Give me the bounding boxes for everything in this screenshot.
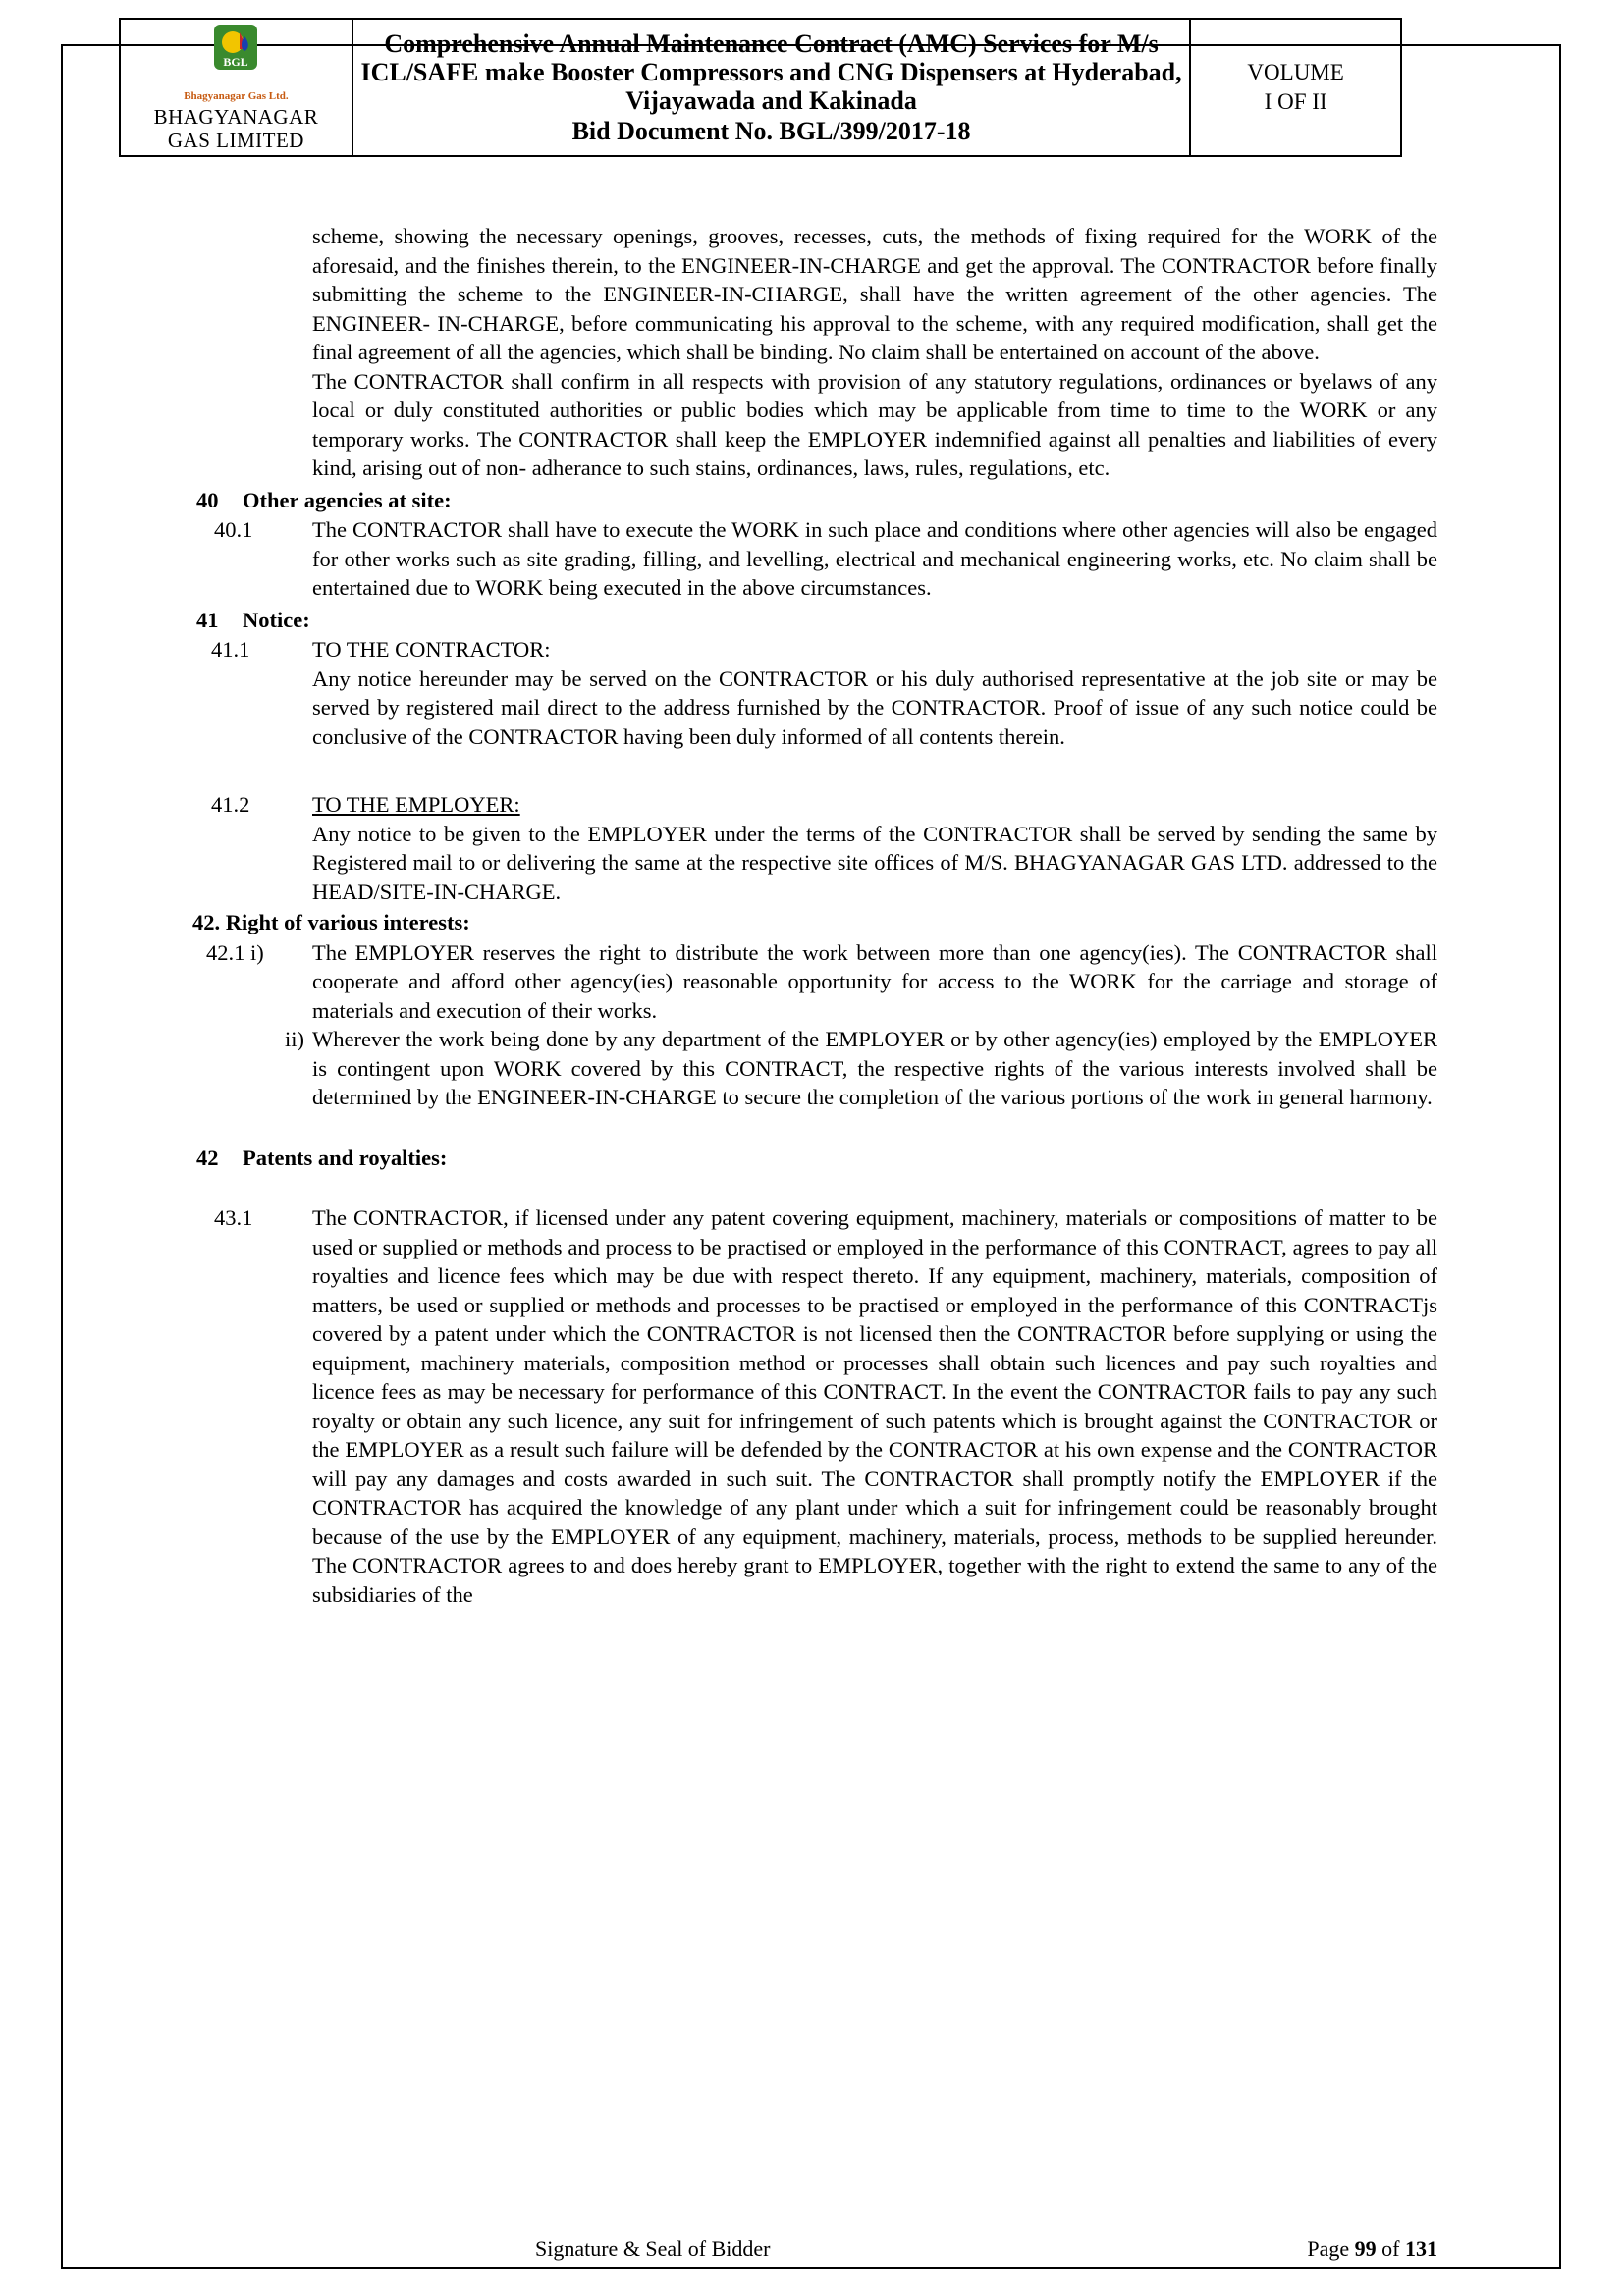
volume-label-line2: I OF II: [1264, 89, 1327, 114]
document-body: [192, 222, 1437, 1609]
page-number: [1307, 2236, 1437, 2262]
section-title: Patents and royalties:: [243, 1145, 448, 1170]
section-number: 40: [196, 487, 219, 512]
header-table: [119, 18, 1402, 157]
subsection-heading: TO THE CONTRACTOR:: [312, 637, 551, 662]
clause-number: 41.1: [211, 637, 250, 662]
clause-41-1-heading: [196, 635, 1437, 665]
clause-number: 41.2: [211, 792, 250, 817]
clause-41-2-text: Any notice to be given to the EMPLOYER under the terms of the CONTRACTOR shall be served by sending the same by Registered mail to or delivering the same at the respective site offices of M/S. BHAGYANAGAR GAS LTD. addressed to the HEAD/SITE-IN-CHARGE.: [312, 821, 1437, 904]
section-heading-41: [196, 606, 1437, 635]
clause-number: ii): [285, 1027, 304, 1051]
clause-40-1: [196, 515, 1437, 603]
logo-caption: Bhagyanagar Gas Ltd.: [184, 90, 289, 102]
org-name-line2: GAS LIMITED: [167, 129, 304, 152]
section-title: Notice:: [243, 607, 310, 632]
clause-text: The CONTRACTOR shall have to execute the WORK in such place and conditions where other agencies will also be engaged for other works such as site grading, filling, and levelling, electrical and mechanical engineering works, etc. No claim shall be entertained due to WORK being executed in the above circumstances.: [312, 517, 1437, 600]
paragraph-statutory: The CONTRACTOR shall confirm in all respects with provision of any statutory regulations, ordinances or byelaws of any local or duly constituted authorities or public bodies which may be applicable from time to time to the WORK or any temporary works. The CONTRACTOR shall keep the EMPLOYER indemnified against all penalties and liabilities of every kind, arising out of non- adherance to such stains, ordinances, laws, rules, regulations, etc.: [312, 368, 1437, 480]
clause-43-1: [196, 1203, 1437, 1609]
bid-document-number: Bid Document No. BGL/399/2017-18: [571, 117, 971, 145]
signature-line: Signature & Seal of Bidder: [535, 2236, 771, 2261]
title-cell: [352, 19, 1190, 156]
company-logo-icon: [200, 23, 271, 87]
org-name-line1: BHAGYANAGAR: [153, 105, 319, 129]
clause-text: The EMPLOYER reserves the right to distribute the work between more than one agency(ies). The CONTRACTOR shall cooperate and afford other agency(ies) reasonable opportunity for access to the WORK for the carriage and storage of materials and execution of their works.: [312, 939, 1437, 1023]
paragraph-scheme: scheme, showing the necessary openings, grooves, recesses, cuts, the methods of fixing required for the WORK of the aforesaid, and the finishes therein, to the ENGINEER-IN-CHARGE and get the approval. The CONTRACTOR before finally submitting the scheme to the ENGINEER-IN-CHARGE, shall have the written agreement of the other agencies. The ENGINEER- IN-CHARGE, before communicating his approval to the scheme, with any required modification, shall get the final agreement of all the agencies, which shall be binding. No claim shall be entertained on account of the above.: [312, 224, 1437, 364]
clause-42-1-i: [196, 938, 1437, 1026]
clause-41-2-heading: [196, 790, 1437, 820]
clause-number: 40.1: [214, 517, 253, 542]
volume-label-line1: VOLUME: [1247, 60, 1344, 84]
page-prefix: Page: [1307, 2236, 1350, 2261]
volume-cell: [1190, 19, 1401, 156]
clause-text: The CONTRACTOR, if licensed under any patent covering equipment, machinery, materials or compositions of matter to be used or supplied or methods and process to be practised or employed in the performance of this CONTRACT, agrees to pay all royalties and licence fees which may be due with respect thereto. If any equipment, machinery, materials, composition of matters, be used or supplied or methods and processes to be practised or employed in the performance of this CONTRACTjs covered by a patent under which the CONTRACTOR is not licensed then the CONTRACTOR before supplying or using the equipment, machinery materials, composition method or processes shall obtain such licences and pay such royalties and licence fees as may be necessary for performance of this CONTRACT. In the event the CONTRACTOR fails to pay any such royalty or obtain any such licence, any suit for infringement of such patents which is brought against the CONTRACTOR or the EMPLOYER as a result such failure will be defended by the CONTRACTOR at his own expense and the CONTRACTOR will pay any damages and costs awarded in such suit. The CONTRACTOR shall promptly notify the EMPLOYER if the CONTRACTOR has acquired the knowledge of any plant under which a suit for infringement could be reasonably brought because of the use by the EMPLOYER of any equipment, machinery, materials, process, methods to be supplied hereunder. The CONTRACTOR agrees to and does hereby grant to EMPLOYER, together with the right to extend the same to any of the subsidiaries of the: [312, 1205, 1437, 1607]
logo-abbr: BGL: [223, 55, 249, 69]
section-title: Other agencies at site:: [243, 487, 452, 512]
page-current: 99: [1354, 2236, 1377, 2261]
clause-42-1-ii: [196, 1025, 1437, 1112]
section-heading-42-rights: 42. Right of various interests:: [192, 910, 470, 934]
section-heading-40: [196, 486, 1437, 515]
clause-41-1-text: Any notice hereunder may be served on the CONTRACTOR or his duly authorised representative at the job site or may be served by registered mail direct to the address furnished by the CONTRACTOR. Proof of issue of any such notice could be conclusive of the CONTRACTOR having been duly informed of all contents therein.: [312, 666, 1437, 749]
clause-number: 43.1: [214, 1205, 253, 1230]
section-number: 42: [196, 1145, 219, 1170]
section-heading-42-patents: [196, 1144, 1437, 1173]
clause-text: Wherever the work being done by any department of the EMPLOYER or by other agency(ies) employed by the EMPLOYER is contingent upon WORK covered by this CONTRACT, the respective rights of the various interests involved shall be determined by the ENGINEER-IN-CHARGE to secure the completion of the various portions of the work in general harmony.: [312, 1027, 1437, 1109]
page-total: 131: [1405, 2236, 1437, 2261]
page-separator: of: [1381, 2236, 1400, 2261]
document-title: Comprehensive Annual Maintenance Contract (AMC) Services for M/s ICL/SAFE make Booster Compressors and CNG Dispensers at Hyderabad, Vijayawada and Kakinada: [360, 29, 1182, 115]
logo-cell: [120, 19, 352, 156]
subsection-heading: TO THE EMPLOYER:: [312, 792, 520, 817]
section-number: 41: [196, 607, 219, 632]
clause-number: 42.1 i): [206, 939, 264, 965]
